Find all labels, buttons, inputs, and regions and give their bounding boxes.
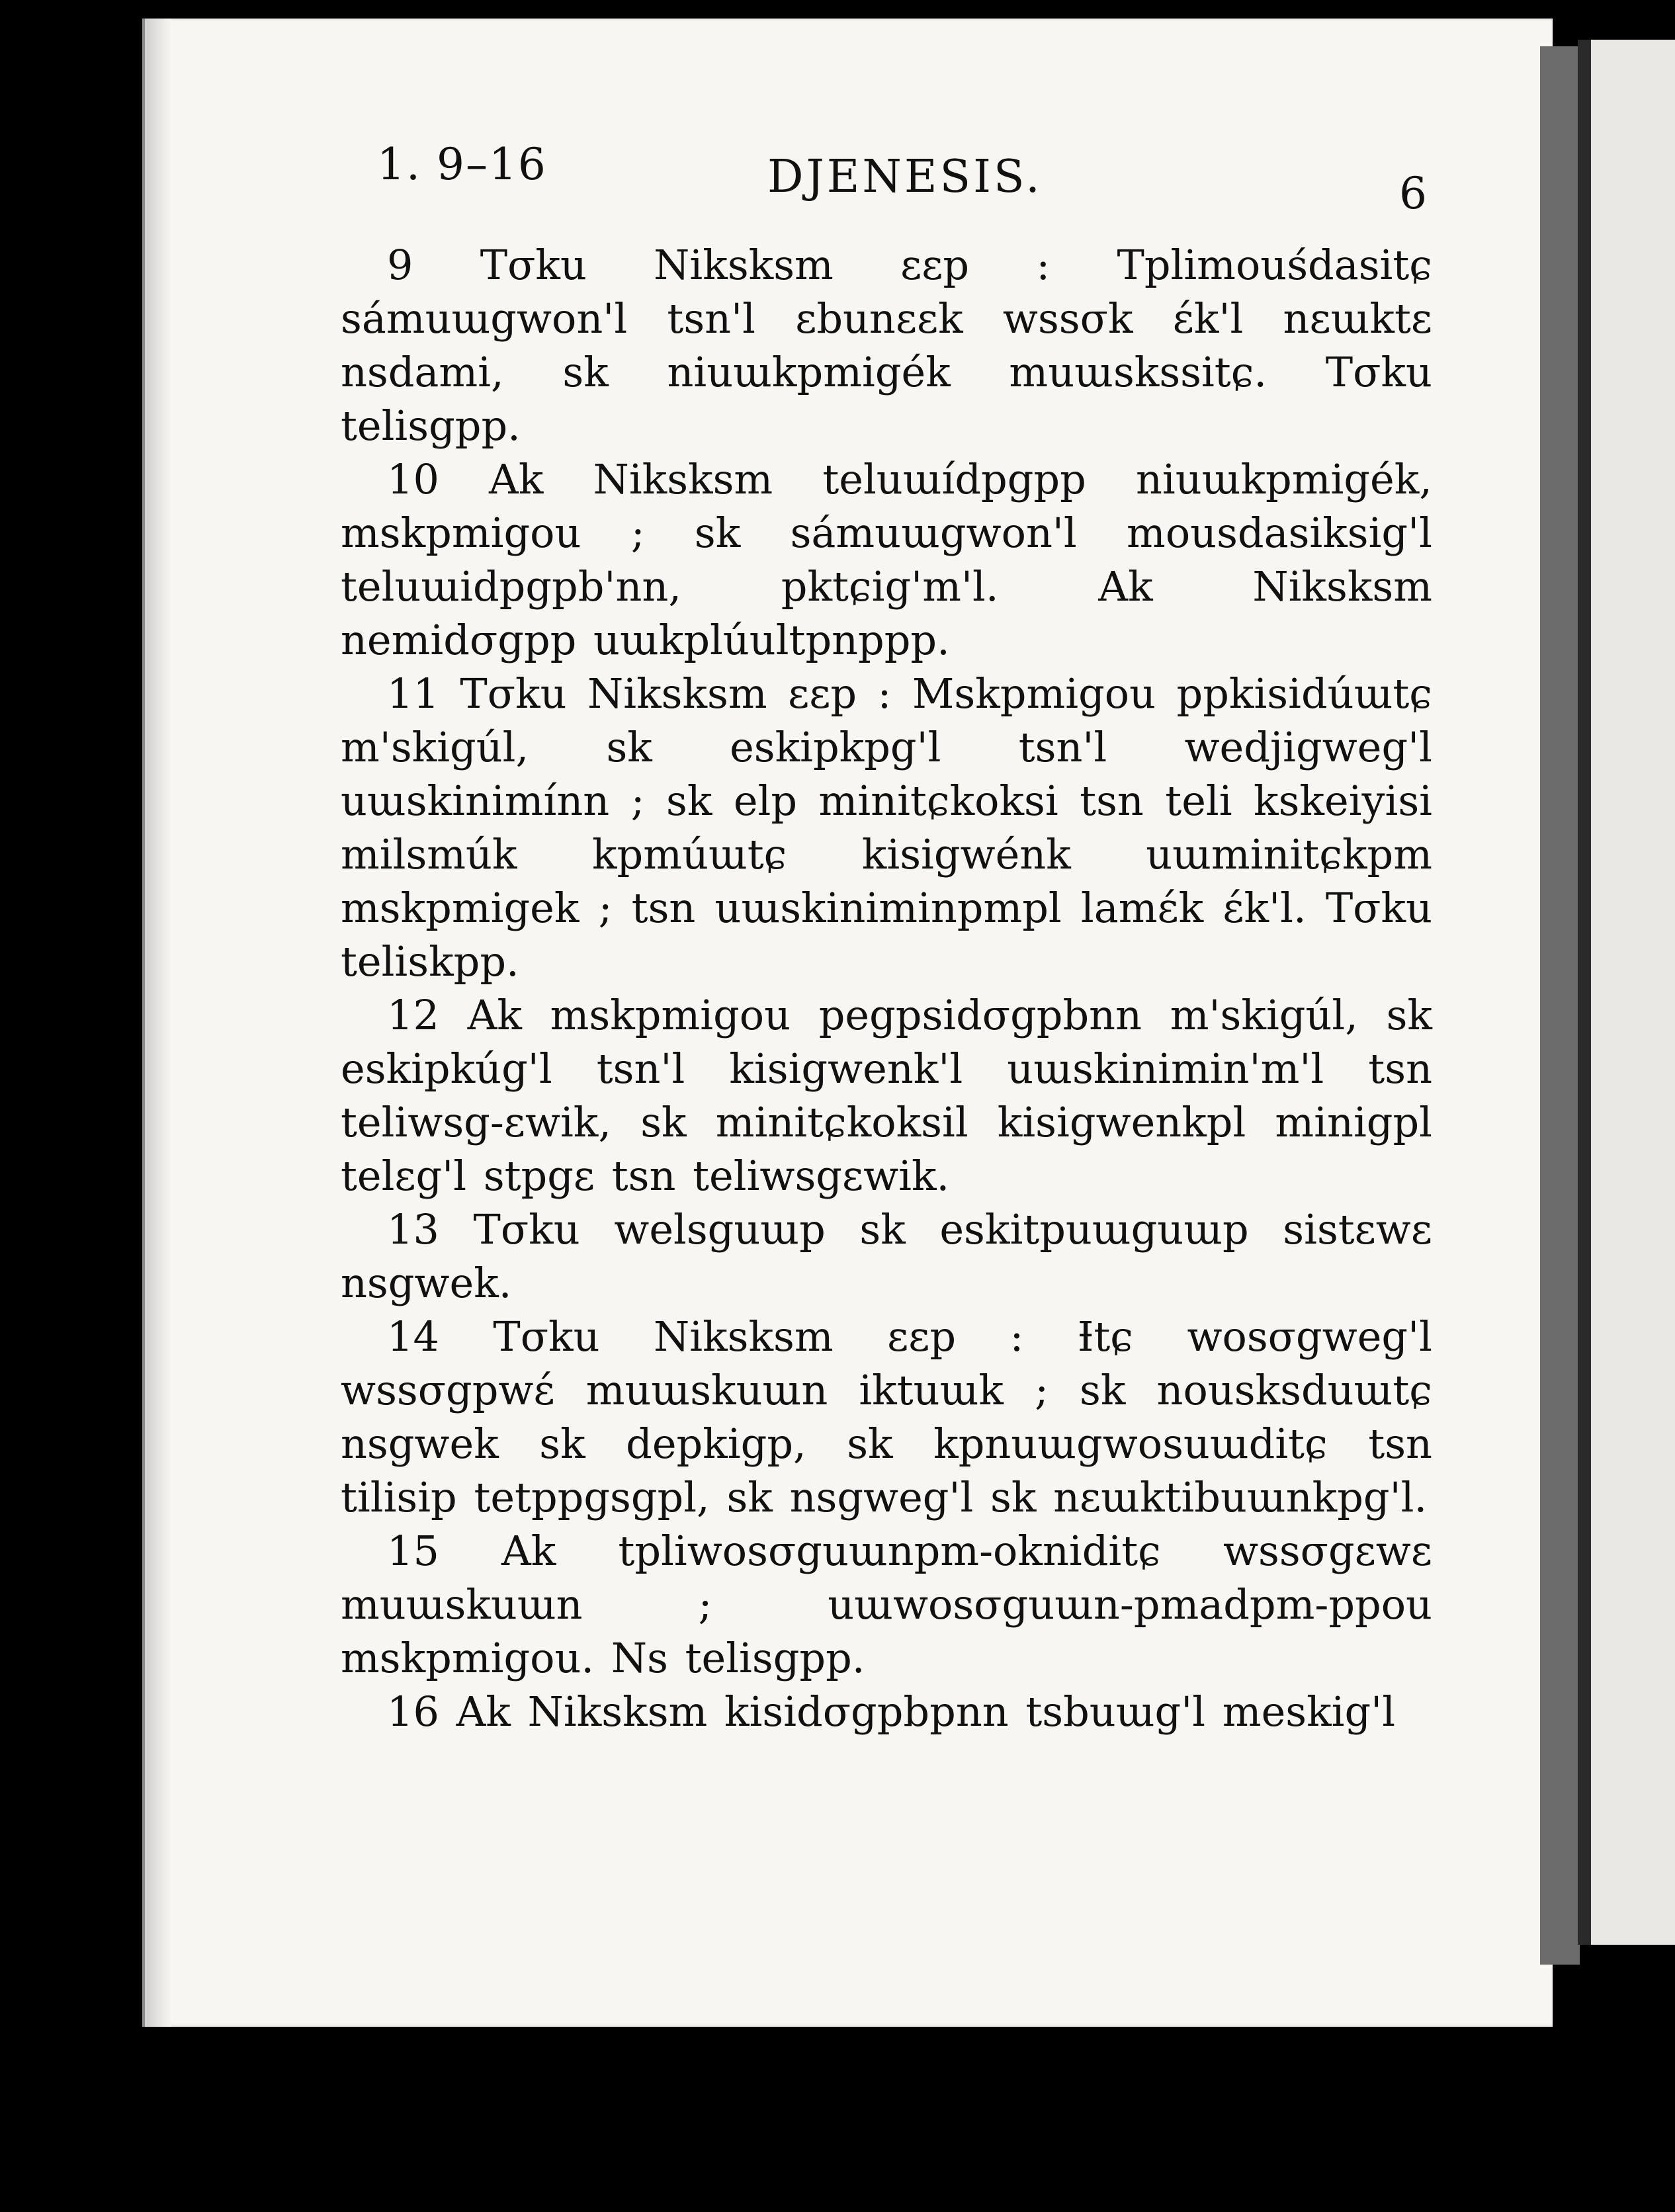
- book-spine-edge: [1540, 46, 1580, 1965]
- facing-page-edge: [1591, 40, 1675, 1945]
- page-body-text: [341, 238, 1432, 1738]
- verse-14: 14 Tσku Niksksm εεp : Ɨtɕ wosσgweg'l wssσgpwέ muɯskuɯn iktuɯk ; sk nousksduɯtɕ nsgwek sk depkigp, sk kpnuɯgwosuɯditɕ tsn tilisip tetppgsgpl, sk nsgweg'l sk nεɯktibuɯnkpg'l.: [341, 1312, 1432, 1521]
- running-header: [377, 139, 1449, 219]
- verse-10: 10 Ak Niksksm teluɯídpgpp niuɯkpmigék, mskpmigou ; sk sámuɯgwon'l mousdasiksig'l teluɯidpgpb'nn, pktɕig'm'l. Ak Niksksm nemidσgpp uɯkplúultpnppp.: [341, 455, 1432, 664]
- page-gutter-shadow: [145, 19, 171, 2027]
- page-number: 6: [1399, 168, 1427, 219]
- verse-13: 13 Tσku welsguɯp sk eskitpuɯguɯp sistεwε nsgwek.: [341, 1205, 1432, 1307]
- verse-16: 16 Ak Niksksm kisidσgpbpnn tsbuɯg'l meskig'l: [387, 1687, 1396, 1736]
- verse-9: 9 Tσku Niksksm εεp : Tplimouśdasitɕ sámuɯgwon'l tsn'l εbunεεk wssσk έk'l nεɯktε nsdami, sk niuɯkpmigék muɯskssitɕ. Tσku telisgpp.: [341, 241, 1432, 450]
- book-gutter: [1578, 40, 1591, 1945]
- chapter-verse-reference: 1. 9–16: [377, 139, 547, 190]
- verse-11: 11 Tσku Niksksm εεp : Mskpmigou ppkisidúɯtɕ m'skigúl, sk eskipkpg'l tsn'l wedjigweg'l uɯskinimínn ; sk elp minitɕkoksi tsn teli kskeiyisi milsmúk kpmúɯtɕ kisigwénk uɯminitɕkpm mskpmigek ; tsn uɯskiniminpmpl lamέk έk'l. Tσku teliskpp.: [341, 669, 1432, 986]
- verse-15: 15 Ak tpliwosσguɯnpm-okniditɕ wssσgεwε muɯskuɯn ; uɯwosσguɯn-pmadpm-ppou mskpmigou. Ns telisgpp.: [341, 1527, 1432, 1682]
- book-title: DJENESIS.: [767, 151, 1043, 203]
- verse-12: 12 Ak mskpmigou pegpsidσgpbnn m'skigúl, sk eskipkúg'l tsn'l kisigwenk'l uɯskinimin'm'l tsn teliwsg-εwik, sk minitɕkoksil kisigwenkpl minigpl telεg'l stpgε tsn teliwsgεwik.: [341, 991, 1432, 1200]
